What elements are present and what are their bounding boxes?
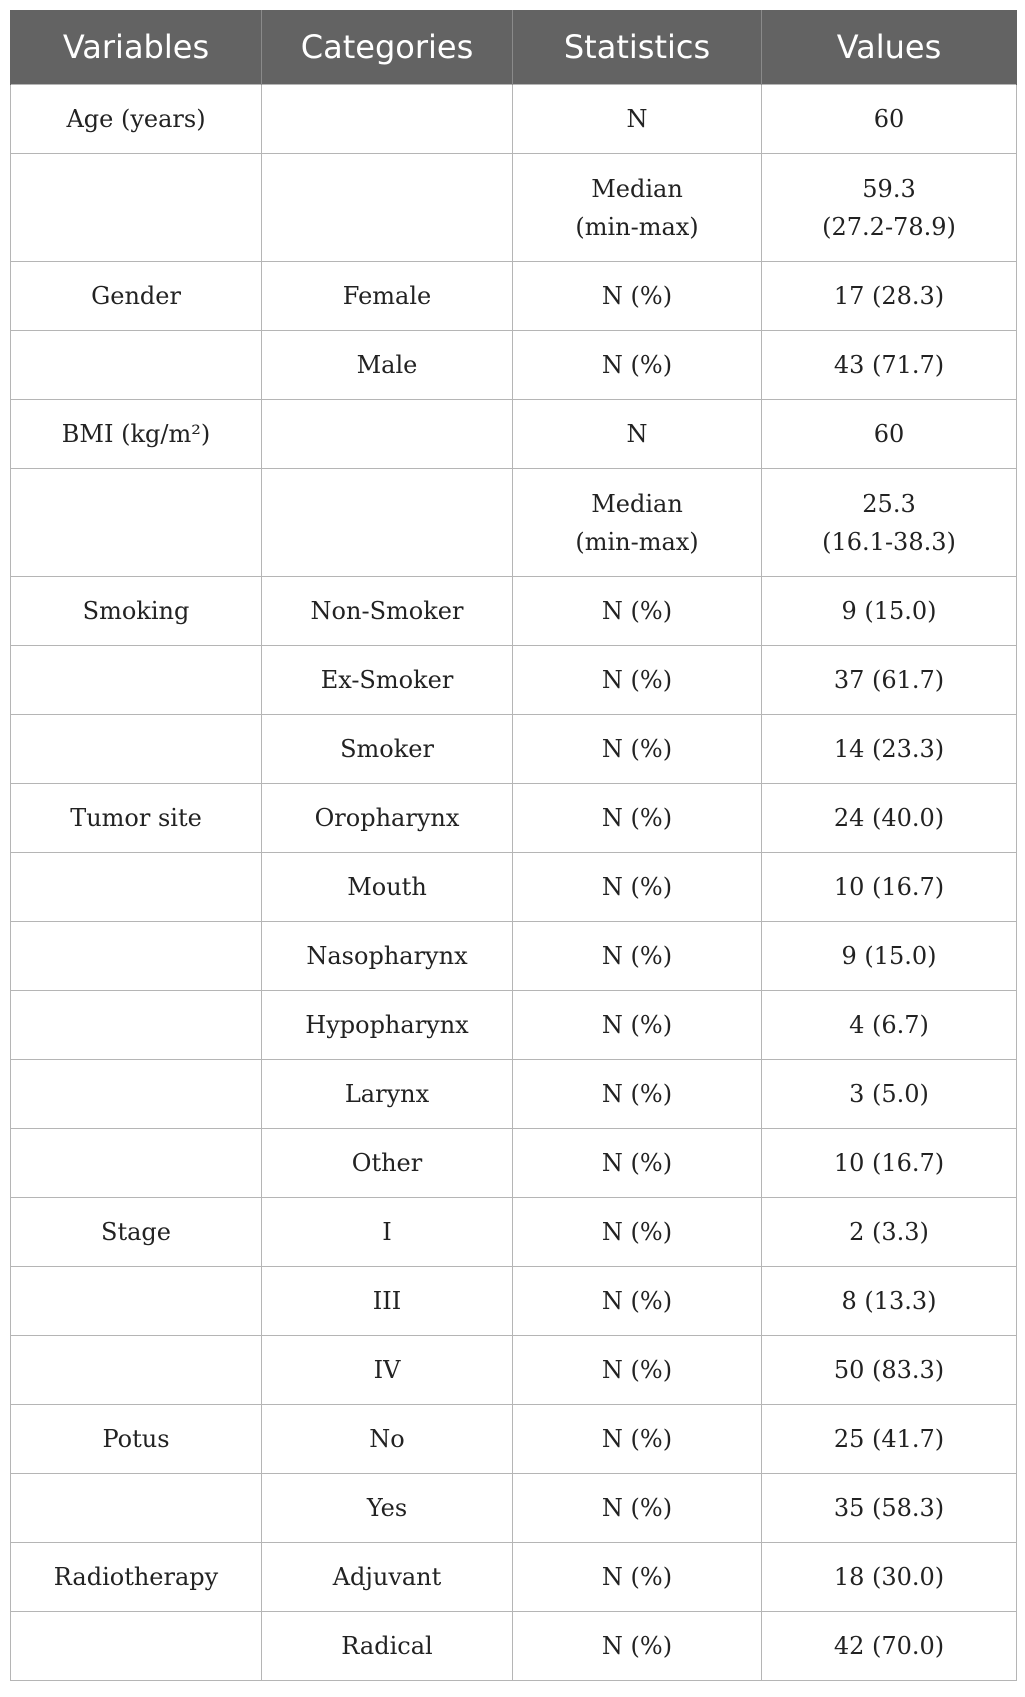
cell-category-text: IV	[373, 1356, 401, 1384]
cell-category	[262, 784, 513, 853]
cell-variable-text: Radiotherapy	[53, 1563, 219, 1591]
cell-variable-text: Potus	[102, 1425, 170, 1453]
cell-category	[262, 331, 513, 400]
cell-value-text: 17 (28.3)	[833, 282, 945, 310]
cell-statistic-text: N (%)	[601, 1632, 673, 1660]
cell-category	[262, 991, 513, 1060]
cell-value	[762, 784, 1017, 853]
cell-variable	[11, 1543, 262, 1612]
cell-category	[262, 1060, 513, 1129]
table-row	[11, 922, 1017, 991]
cell-value	[762, 1129, 1017, 1198]
cell-statistic-text: N (%)	[601, 735, 673, 763]
table-row	[11, 991, 1017, 1060]
cell-category	[262, 1474, 513, 1543]
cell-variable-text: Tumor site	[70, 804, 202, 832]
cell-variable	[11, 331, 262, 400]
cell-statistic	[513, 85, 762, 154]
cell-value	[762, 469, 1017, 577]
cell-value	[762, 1474, 1017, 1543]
table-row	[11, 469, 1017, 577]
table-row	[11, 1612, 1017, 1681]
table-row	[11, 1267, 1017, 1336]
cell-variable	[11, 154, 262, 262]
cell-variable	[11, 85, 262, 154]
cell-value-text: 10 (16.7)	[833, 1149, 945, 1177]
cell-category	[262, 154, 513, 262]
table-row	[11, 262, 1017, 331]
cell-category	[262, 922, 513, 991]
cell-category-text: Smoker	[340, 735, 434, 763]
cell-statistic	[513, 154, 762, 262]
cell-variable	[11, 1060, 262, 1129]
cell-value	[762, 715, 1017, 784]
cell-category	[262, 1405, 513, 1474]
patient-characteristics-table	[10, 10, 1017, 1681]
cell-variable-text: Gender	[91, 282, 181, 310]
cell-statistic	[513, 646, 762, 715]
cell-value-text: 35 (58.3)	[833, 1494, 945, 1522]
cell-value-text: 24 (40.0)	[833, 804, 945, 832]
cell-value-text: 8 (13.3)	[841, 1287, 937, 1315]
cell-variable	[11, 991, 262, 1060]
cell-statistic-text: N (%)	[601, 597, 673, 625]
cell-category-text: Other	[351, 1149, 423, 1177]
cell-category-text: Hypopharynx	[305, 1011, 469, 1039]
cell-value	[762, 1405, 1017, 1474]
table-row	[11, 853, 1017, 922]
cell-value	[762, 853, 1017, 922]
header-variables: Variables	[11, 10, 262, 85]
cell-value	[762, 262, 1017, 331]
cell-category	[262, 646, 513, 715]
cell-category	[262, 577, 513, 646]
cell-variable	[11, 853, 262, 922]
cell-category	[262, 1198, 513, 1267]
cell-statistic	[513, 853, 762, 922]
cell-value-text: 59.3 (27.2-78.9)	[822, 174, 956, 241]
cell-statistic	[513, 400, 762, 469]
cell-category-text: Radical	[341, 1632, 433, 1660]
cell-variable-text: BMI (kg/m²)	[61, 420, 211, 448]
cell-statistic	[513, 1474, 762, 1543]
cell-variable	[11, 922, 262, 991]
cell-value-text: 3 (5.0)	[849, 1080, 929, 1108]
cell-variable	[11, 262, 262, 331]
cell-category	[262, 85, 513, 154]
cell-statistic-text: N (%)	[601, 1218, 673, 1246]
cell-value	[762, 646, 1017, 715]
cell-variable	[11, 1474, 262, 1543]
cell-statistic-text: N (%)	[601, 942, 673, 970]
cell-statistic-text: N (%)	[601, 351, 673, 379]
cell-variable	[11, 1336, 262, 1405]
cell-statistic	[513, 1129, 762, 1198]
cell-statistic-text: N (%)	[601, 666, 673, 694]
cell-variable	[11, 1612, 262, 1681]
cell-value-text: 43 (71.7)	[833, 351, 945, 379]
cell-value	[762, 1336, 1017, 1405]
cell-value	[762, 1267, 1017, 1336]
cell-variable	[11, 646, 262, 715]
cell-category-text: Yes	[366, 1494, 408, 1522]
table-body	[11, 85, 1017, 1681]
cell-variable	[11, 1129, 262, 1198]
table-row	[11, 331, 1017, 400]
cell-category	[262, 1267, 513, 1336]
cell-value-text: 25 (41.7)	[833, 1425, 945, 1453]
cell-value	[762, 85, 1017, 154]
cell-statistic-text: N (%)	[601, 804, 673, 832]
cell-value	[762, 1612, 1017, 1681]
cell-value-text: 25.3 (16.1-38.3)	[822, 489, 956, 556]
cell-variable	[11, 784, 262, 853]
cell-category-text: Oropharynx	[314, 804, 460, 832]
table-row	[11, 784, 1017, 853]
table-row	[11, 646, 1017, 715]
cell-category-text: I	[382, 1218, 392, 1246]
cell-category	[262, 262, 513, 331]
table-row	[11, 1405, 1017, 1474]
cell-category	[262, 853, 513, 922]
cell-category-text: Female	[342, 282, 432, 310]
cell-variable	[11, 1198, 262, 1267]
cell-category-text: Ex-Smoker	[320, 666, 454, 694]
cell-statistic-text: N (%)	[601, 1080, 673, 1108]
header-statistics: Statistics	[513, 10, 762, 85]
cell-statistic	[513, 715, 762, 784]
cell-statistic	[513, 1267, 762, 1336]
cell-variable	[11, 577, 262, 646]
cell-statistic	[513, 469, 762, 577]
cell-category	[262, 469, 513, 577]
cell-category-text: Larynx	[344, 1080, 430, 1108]
cell-statistic	[513, 784, 762, 853]
cell-statistic-text: N (%)	[601, 873, 673, 901]
cell-statistic	[513, 1336, 762, 1405]
cell-category-text: No	[369, 1425, 405, 1453]
table-row	[11, 154, 1017, 262]
table-row	[11, 85, 1017, 154]
cell-value-text: 60	[873, 105, 905, 133]
cell-statistic	[513, 922, 762, 991]
cell-statistic-text: N (%)	[601, 1356, 673, 1384]
header-row	[11, 10, 1017, 85]
cell-statistic-text: N (%)	[601, 1425, 673, 1453]
cell-statistic-text: N (%)	[601, 1011, 673, 1039]
cell-category-text: Male	[356, 351, 418, 379]
cell-variable-text: Age (years)	[66, 105, 206, 133]
cell-category	[262, 715, 513, 784]
cell-category	[262, 1129, 513, 1198]
cell-variable	[11, 715, 262, 784]
table-row	[11, 1198, 1017, 1267]
cell-value	[762, 577, 1017, 646]
cell-statistic	[513, 1060, 762, 1129]
cell-category	[262, 1543, 513, 1612]
cell-value-text: 2 (3.3)	[849, 1218, 929, 1246]
cell-value	[762, 1060, 1017, 1129]
cell-value-text: 42 (70.0)	[833, 1632, 945, 1660]
cell-value	[762, 400, 1017, 469]
table-header	[11, 10, 1017, 85]
cell-value	[762, 154, 1017, 262]
cell-value-text: 18 (30.0)	[833, 1563, 945, 1591]
cell-variable-text: Smoking	[82, 597, 190, 625]
cell-statistic-text: N (%)	[601, 1149, 673, 1177]
cell-value	[762, 331, 1017, 400]
cell-value-text: 60	[873, 420, 905, 448]
cell-statistic-text: Median (min-max)	[575, 174, 699, 241]
cell-statistic-text: N (%)	[601, 1287, 673, 1315]
cell-statistic	[513, 1405, 762, 1474]
cell-statistic-text: N (%)	[601, 1563, 673, 1591]
cell-category	[262, 1612, 513, 1681]
cell-statistic	[513, 1612, 762, 1681]
cell-value-text: 9 (15.0)	[841, 942, 937, 970]
table-container	[10, 10, 1016, 1681]
cell-category	[262, 1336, 513, 1405]
cell-value-text: 50 (83.3)	[833, 1356, 945, 1384]
cell-statistic	[513, 262, 762, 331]
cell-value	[762, 922, 1017, 991]
cell-category-text: Nasopharynx	[306, 942, 468, 970]
cell-category-text: Mouth	[347, 873, 427, 901]
table-row	[11, 715, 1017, 784]
cell-variable	[11, 469, 262, 577]
cell-value-text: 10 (16.7)	[833, 873, 945, 901]
cell-statistic-text: N (%)	[601, 282, 673, 310]
cell-value	[762, 1198, 1017, 1267]
table-row	[11, 577, 1017, 646]
cell-statistic	[513, 577, 762, 646]
cell-value	[762, 991, 1017, 1060]
table-row	[11, 400, 1017, 469]
cell-value-text: 4 (6.7)	[849, 1011, 929, 1039]
cell-statistic-text: N (%)	[601, 1494, 673, 1522]
header-categories: Categories	[262, 10, 513, 85]
cell-category-text: Non-Smoker	[310, 597, 464, 625]
cell-category	[262, 400, 513, 469]
table-row	[11, 1474, 1017, 1543]
table-row	[11, 1543, 1017, 1612]
cell-category-text: III	[372, 1287, 402, 1315]
cell-value-text: 37 (61.7)	[833, 666, 945, 694]
cell-statistic	[513, 991, 762, 1060]
cell-variable	[11, 400, 262, 469]
cell-statistic-text: Median (min-max)	[575, 489, 699, 556]
cell-variable-text: Stage	[101, 1218, 171, 1246]
cell-statistic	[513, 331, 762, 400]
cell-variable	[11, 1405, 262, 1474]
header-values: Values	[762, 10, 1017, 85]
cell-statistic	[513, 1198, 762, 1267]
cell-value	[762, 1543, 1017, 1612]
cell-statistic-text: N	[626, 105, 648, 133]
cell-value-text: 14 (23.3)	[833, 735, 945, 763]
cell-statistic-text: N	[626, 420, 648, 448]
table-row	[11, 1336, 1017, 1405]
cell-statistic	[513, 1543, 762, 1612]
table-row	[11, 1129, 1017, 1198]
cell-value-text: 9 (15.0)	[841, 597, 937, 625]
cell-category-text: Adjuvant	[332, 1563, 442, 1591]
table-row	[11, 1060, 1017, 1129]
cell-variable	[11, 1267, 262, 1336]
